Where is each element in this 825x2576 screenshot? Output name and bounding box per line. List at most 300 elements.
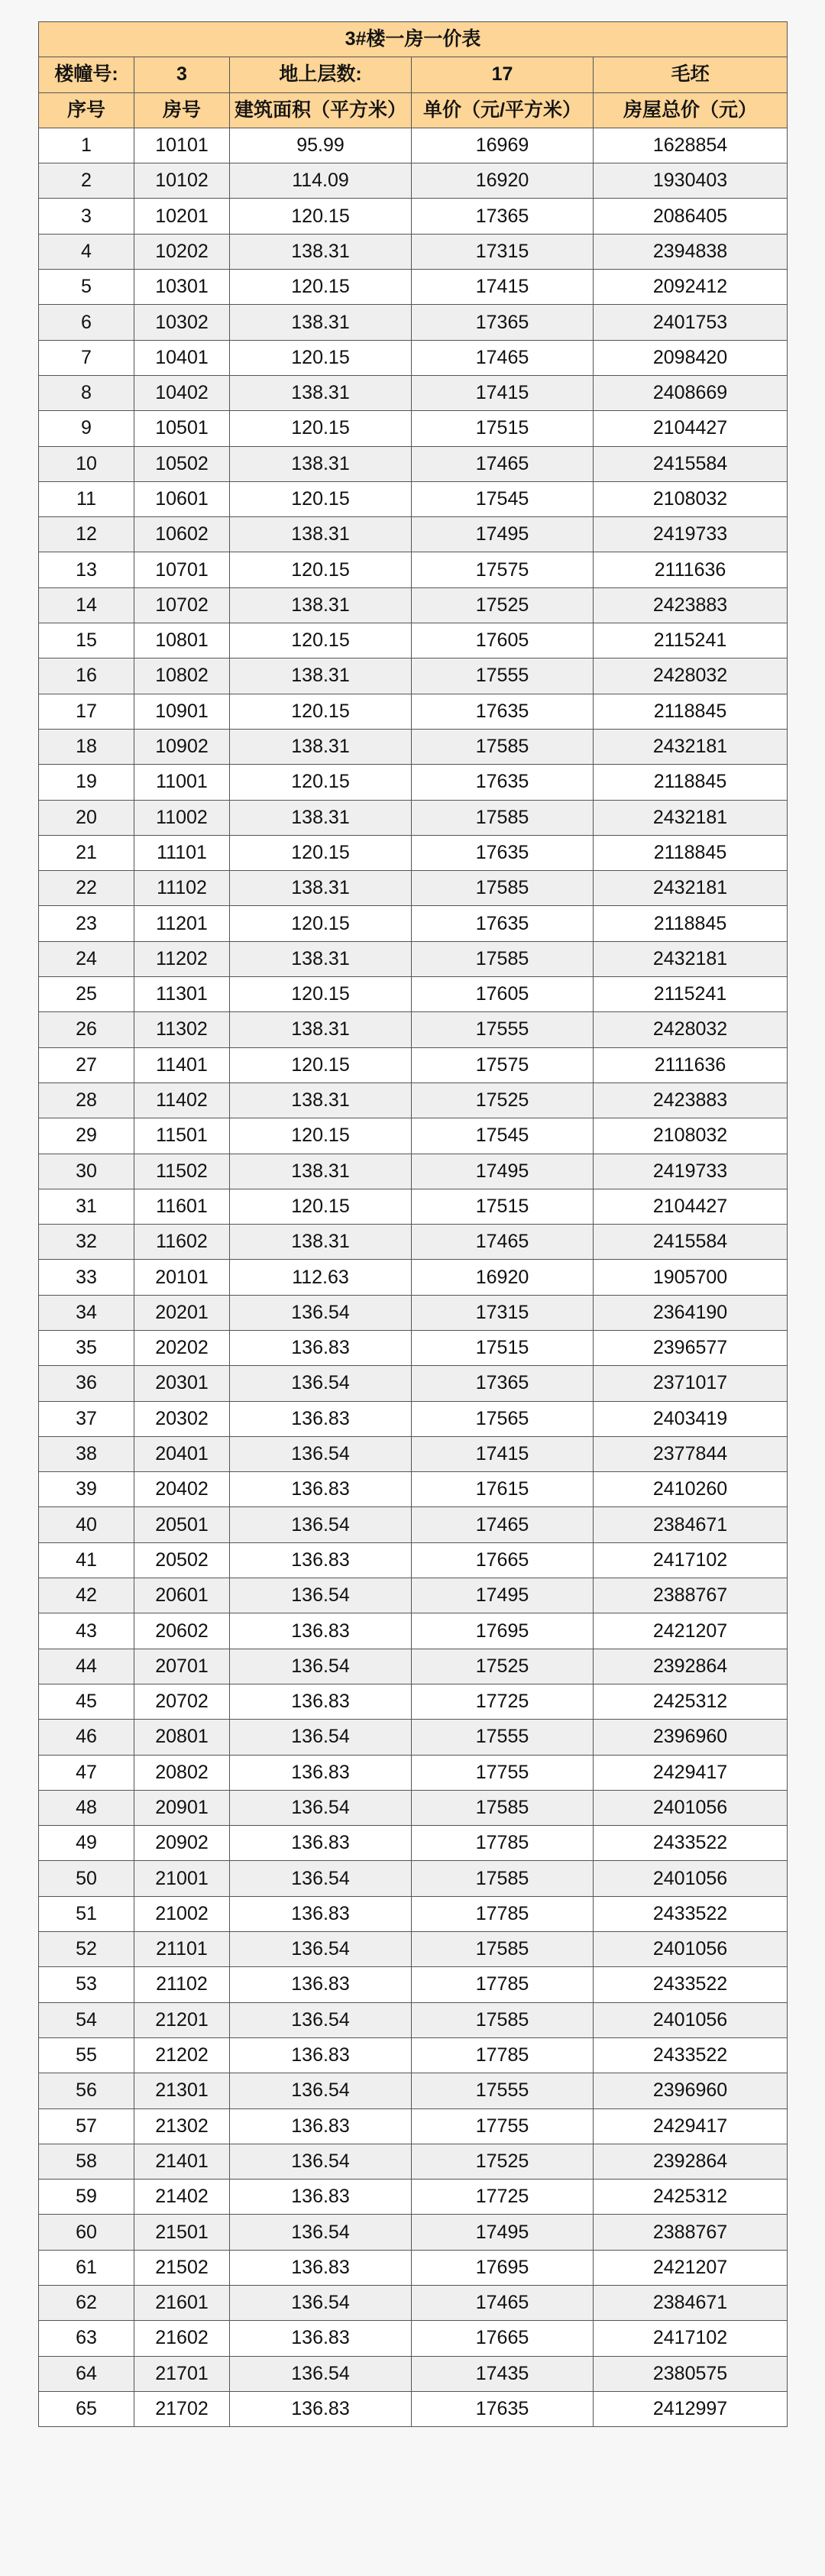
- table-row: [39, 2180, 788, 2215]
- room-number-cell: 10801: [134, 623, 230, 659]
- total-price-cell: 2432181: [594, 941, 788, 976]
- row-index-cell: 25: [39, 977, 134, 1012]
- total-price-cell: 2108032: [594, 481, 788, 516]
- table-row: [39, 2215, 788, 2250]
- unit-price-cell: 17525: [412, 587, 594, 623]
- unit-price-cell: 17615: [412, 1472, 594, 1507]
- unit-price-cell: 17785: [412, 1826, 594, 1861]
- unit-price-cell: 17465: [412, 340, 594, 375]
- row-index-cell: 37: [39, 1401, 134, 1436]
- room-number-cell: 11501: [134, 1118, 230, 1154]
- unit-price-cell: 17635: [412, 835, 594, 870]
- table-row: [39, 1896, 788, 1931]
- total-price-cell: 2415584: [594, 446, 788, 481]
- building-area-cell: 120.15: [230, 623, 412, 659]
- building-area-cell: 138.31: [230, 1154, 412, 1189]
- total-price-cell: 1905700: [594, 1260, 788, 1295]
- table-row: [39, 906, 788, 941]
- table-row: [39, 446, 788, 481]
- building-area-cell: 136.54: [230, 2002, 412, 2037]
- total-price-cell: 2421207: [594, 1613, 788, 1649]
- row-index-cell: 59: [39, 2180, 134, 2215]
- room-number-cell: 11302: [134, 1012, 230, 1047]
- row-index-cell: 23: [39, 906, 134, 941]
- total-price-cell: 2433522: [594, 2037, 788, 2073]
- table-row: [39, 2144, 788, 2179]
- building-area-cell: 136.83: [230, 2037, 412, 2073]
- building-area-cell: 136.83: [230, 1755, 412, 1790]
- room-number-cell: 10602: [134, 517, 230, 552]
- room-number-cell: 11401: [134, 1047, 230, 1083]
- unit-price-cell: 17515: [412, 1330, 594, 1365]
- row-index-cell: 46: [39, 1720, 134, 1755]
- building-area-cell: 136.83: [230, 1967, 412, 2002]
- room-number-cell: 20801: [134, 1720, 230, 1755]
- total-price-cell: 2364190: [594, 1295, 788, 1330]
- room-number-cell: 20601: [134, 1578, 230, 1613]
- total-price-cell: 2396577: [594, 1330, 788, 1365]
- table-row: [39, 481, 788, 516]
- table-row: [39, 375, 788, 410]
- table-row: [39, 1083, 788, 1118]
- unit-price-cell: 17465: [412, 2286, 594, 2321]
- total-price-cell: 2432181: [594, 871, 788, 906]
- building-area-cell: 120.15: [230, 270, 412, 305]
- table-body: [39, 128, 788, 2426]
- unit-price-cell: 17605: [412, 623, 594, 659]
- unit-price-cell: 17555: [412, 1720, 594, 1755]
- unit-price-cell: 17785: [412, 2037, 594, 2073]
- total-price-cell: 2428032: [594, 1012, 788, 1047]
- room-number-cell: 20602: [134, 1613, 230, 1649]
- unit-price-cell: 17495: [412, 1578, 594, 1613]
- building-area-cell: 138.31: [230, 375, 412, 410]
- row-index-cell: 6: [39, 305, 134, 340]
- row-index-cell: 39: [39, 1472, 134, 1507]
- building-area-cell: 136.83: [230, 1826, 412, 1861]
- building-area-cell: 136.54: [230, 1295, 412, 1330]
- table-row: [39, 765, 788, 800]
- table-row: [39, 1154, 788, 1189]
- table-row: [39, 977, 788, 1012]
- total-price-cell: 2098420: [594, 340, 788, 375]
- building-area-cell: 136.54: [230, 2144, 412, 2179]
- building-area-cell: 138.31: [230, 1012, 412, 1047]
- table-row: [39, 1507, 788, 1542]
- room-number-cell: 21002: [134, 1896, 230, 1931]
- row-index-cell: 16: [39, 659, 134, 694]
- total-price-cell: 2104427: [594, 1189, 788, 1224]
- room-number-cell: 20402: [134, 1472, 230, 1507]
- finish-status: 毛坯: [594, 57, 788, 92]
- unit-price-cell: 17585: [412, 941, 594, 976]
- total-price-cell: 1930403: [594, 163, 788, 199]
- row-index-cell: 42: [39, 1578, 134, 1613]
- unit-price-cell: 17635: [412, 2391, 594, 2426]
- table-row: [39, 1118, 788, 1154]
- building-area-cell: 136.54: [230, 1649, 412, 1684]
- row-index-cell: 43: [39, 1613, 134, 1649]
- total-price-cell: 2108032: [594, 1118, 788, 1154]
- room-number-cell: 20702: [134, 1684, 230, 1719]
- total-price-cell: 2432181: [594, 800, 788, 835]
- row-index-cell: 50: [39, 1861, 134, 1896]
- total-price-cell: 2394838: [594, 234, 788, 269]
- room-number-cell: 21101: [134, 1932, 230, 1967]
- row-index-cell: 22: [39, 871, 134, 906]
- row-index-cell: 26: [39, 1012, 134, 1047]
- room-number-cell: 20302: [134, 1401, 230, 1436]
- total-price-cell: 2429417: [594, 2108, 788, 2144]
- room-number-cell: 10901: [134, 694, 230, 729]
- row-index-cell: 63: [39, 2321, 134, 2356]
- unit-price-cell: 17465: [412, 446, 594, 481]
- room-number-cell: 21702: [134, 2391, 230, 2426]
- room-number-cell: 11602: [134, 1225, 230, 1260]
- building-area-cell: 120.15: [230, 199, 412, 234]
- room-number-cell: 20901: [134, 1790, 230, 1825]
- row-index-cell: 58: [39, 2144, 134, 2179]
- row-index-cell: 21: [39, 835, 134, 870]
- row-index-cell: 11: [39, 481, 134, 516]
- total-price-cell: 2401056: [594, 1790, 788, 1825]
- building-area-cell: 136.54: [230, 1932, 412, 1967]
- building-area-cell: 136.54: [230, 1366, 412, 1401]
- table-row: [39, 623, 788, 659]
- room-number-cell: 11301: [134, 977, 230, 1012]
- row-index-cell: 61: [39, 2250, 134, 2285]
- unit-price-cell: 17525: [412, 1649, 594, 1684]
- total-price-cell: 2115241: [594, 623, 788, 659]
- row-index-cell: 53: [39, 1967, 134, 2002]
- building-area-cell: 138.31: [230, 305, 412, 340]
- row-index-cell: 33: [39, 1260, 134, 1295]
- room-number-cell: 10502: [134, 446, 230, 481]
- total-price-cell: 2388767: [594, 2215, 788, 2250]
- row-index-cell: 60: [39, 2215, 134, 2250]
- table-title: 3#楼一房一价表: [39, 22, 788, 57]
- building-area-cell: 95.99: [230, 128, 412, 163]
- building-area-cell: 136.83: [230, 1542, 412, 1578]
- room-number-cell: 11102: [134, 871, 230, 906]
- room-number-cell: 11202: [134, 941, 230, 976]
- unit-price-cell: 17585: [412, 729, 594, 764]
- total-price-cell: 2433522: [594, 1967, 788, 2002]
- room-number-cell: 20101: [134, 1260, 230, 1295]
- building-area-cell: 138.31: [230, 871, 412, 906]
- building-area-cell: 136.54: [230, 1720, 412, 1755]
- column-header-row: [39, 92, 788, 128]
- total-price-cell: 2401056: [594, 1932, 788, 1967]
- room-number-cell: 21402: [134, 2180, 230, 2215]
- building-area-cell: 136.83: [230, 1401, 412, 1436]
- table-row: [39, 552, 788, 587]
- table-row: [39, 1649, 788, 1684]
- building-area-cell: 120.15: [230, 1047, 412, 1083]
- row-index-cell: 7: [39, 340, 134, 375]
- room-number-cell: 11402: [134, 1083, 230, 1118]
- room-number-cell: 21202: [134, 2037, 230, 2073]
- unit-price-cell: 17555: [412, 659, 594, 694]
- row-index-cell: 44: [39, 1649, 134, 1684]
- table-row: [39, 659, 788, 694]
- table-row: [39, 2321, 788, 2356]
- row-index-cell: 29: [39, 1118, 134, 1154]
- row-index-cell: 18: [39, 729, 134, 764]
- row-index-cell: 31: [39, 1189, 134, 1224]
- table-row: [39, 1436, 788, 1471]
- total-price-cell: 2111636: [594, 1047, 788, 1083]
- unit-price-cell: 17365: [412, 305, 594, 340]
- row-index-cell: 64: [39, 2356, 134, 2391]
- unit-price-cell: 17545: [412, 481, 594, 516]
- building-area-cell: 120.15: [230, 906, 412, 941]
- table-row: [39, 871, 788, 906]
- unit-price-cell: 17515: [412, 1189, 594, 1224]
- room-number-cell: 11502: [134, 1154, 230, 1189]
- table-row: [39, 1330, 788, 1365]
- unit-price-cell: 17495: [412, 517, 594, 552]
- unit-price-cell: 17635: [412, 906, 594, 941]
- room-number-cell: 20802: [134, 1755, 230, 1790]
- total-price-cell: 2118845: [594, 694, 788, 729]
- building-area-cell: 138.31: [230, 1225, 412, 1260]
- unit-price-cell: 17695: [412, 2250, 594, 2285]
- table-row: [39, 1826, 788, 1861]
- building-area-cell: 120.15: [230, 411, 412, 446]
- room-number-cell: 21301: [134, 2073, 230, 2108]
- building-area-cell: 138.31: [230, 941, 412, 976]
- room-number-cell: 10501: [134, 411, 230, 446]
- row-index-cell: 36: [39, 1366, 134, 1401]
- row-index-cell: 1: [39, 128, 134, 163]
- row-index-cell: 15: [39, 623, 134, 659]
- building-area-cell: 138.31: [230, 729, 412, 764]
- unit-price-cell: 17515: [412, 411, 594, 446]
- room-number-cell: 11101: [134, 835, 230, 870]
- row-index-cell: 55: [39, 2037, 134, 2073]
- table-row: [39, 128, 788, 163]
- total-price-cell: 2115241: [594, 977, 788, 1012]
- row-index-cell: 62: [39, 2286, 134, 2321]
- price-table-container: [38, 21, 787, 2427]
- room-number-cell: 10101: [134, 128, 230, 163]
- building-area-cell: 138.31: [230, 234, 412, 269]
- room-number-cell: 21602: [134, 2321, 230, 2356]
- building-area-cell: 120.15: [230, 481, 412, 516]
- room-number-cell: 20502: [134, 1542, 230, 1578]
- building-area-cell: 136.83: [230, 2391, 412, 2426]
- row-index-cell: 48: [39, 1790, 134, 1825]
- row-index-cell: 45: [39, 1684, 134, 1719]
- total-price-cell: 2425312: [594, 2180, 788, 2215]
- room-number-cell: 10702: [134, 587, 230, 623]
- total-price-cell: 2428032: [594, 659, 788, 694]
- table-row: [39, 1047, 788, 1083]
- unit-price-cell: 17415: [412, 270, 594, 305]
- unit-price-cell: 17725: [412, 1684, 594, 1719]
- total-price-cell: 2421207: [594, 2250, 788, 2285]
- total-price-cell: 2401753: [594, 305, 788, 340]
- table-row: [39, 1967, 788, 2002]
- row-index-cell: 8: [39, 375, 134, 410]
- building-area-cell: 120.15: [230, 552, 412, 587]
- table-row: [39, 1578, 788, 1613]
- unit-price-cell: 17495: [412, 2215, 594, 2250]
- total-price-cell: 2432181: [594, 729, 788, 764]
- total-price-cell: 2111636: [594, 552, 788, 587]
- table-row: [39, 2250, 788, 2285]
- room-number-cell: 21601: [134, 2286, 230, 2321]
- room-number-cell: 20201: [134, 1295, 230, 1330]
- table-row: [39, 1225, 788, 1260]
- total-price-cell: 2415584: [594, 1225, 788, 1260]
- room-number-cell: 21401: [134, 2144, 230, 2179]
- row-index-cell: 65: [39, 2391, 134, 2426]
- table-row: [39, 1260, 788, 1295]
- building-area-cell: 114.09: [230, 163, 412, 199]
- table-row: [39, 1472, 788, 1507]
- table-row: [39, 1295, 788, 1330]
- building-area-cell: 120.15: [230, 1118, 412, 1154]
- building-area-cell: 120.15: [230, 765, 412, 800]
- row-index-cell: 3: [39, 199, 134, 234]
- total-price-cell: 2396960: [594, 1720, 788, 1755]
- unit-price-cell: 17605: [412, 977, 594, 1012]
- room-number-cell: 21701: [134, 2356, 230, 2391]
- table-row: [39, 1790, 788, 1825]
- unit-price-cell: 17665: [412, 2321, 594, 2356]
- total-price-cell: 2410260: [594, 1472, 788, 1507]
- row-index-cell: 24: [39, 941, 134, 976]
- row-index-cell: 52: [39, 1932, 134, 1967]
- table-row: [39, 411, 788, 446]
- unit-price-cell: 17545: [412, 1118, 594, 1154]
- row-index-cell: 13: [39, 552, 134, 587]
- column-header: 单价（元/平方米）: [412, 92, 594, 128]
- room-number-cell: 20202: [134, 1330, 230, 1365]
- row-index-cell: 40: [39, 1507, 134, 1542]
- table-row: [39, 2002, 788, 2037]
- unit-price-cell: 17755: [412, 2108, 594, 2144]
- table-row: [39, 270, 788, 305]
- unit-price-cell: 16969: [412, 128, 594, 163]
- table-row: [39, 2037, 788, 2073]
- unit-price-cell: 17315: [412, 234, 594, 269]
- building-area-cell: 138.31: [230, 1083, 412, 1118]
- row-index-cell: 2: [39, 163, 134, 199]
- unit-price-cell: 17785: [412, 1896, 594, 1931]
- row-index-cell: 57: [39, 2108, 134, 2144]
- building-area-cell: 120.15: [230, 694, 412, 729]
- table-row: [39, 694, 788, 729]
- table-row: [39, 234, 788, 269]
- total-price-cell: 2412997: [594, 2391, 788, 2426]
- unit-price-cell: 17415: [412, 375, 594, 410]
- unit-price-cell: 16920: [412, 1260, 594, 1295]
- building-area-cell: 136.54: [230, 1436, 412, 1471]
- total-price-cell: 2380575: [594, 2356, 788, 2391]
- total-price-cell: 2396960: [594, 2073, 788, 2108]
- room-number-cell: 11001: [134, 765, 230, 800]
- building-area-cell: 136.83: [230, 2321, 412, 2356]
- building-area-cell: 138.31: [230, 587, 412, 623]
- row-index-cell: 38: [39, 1436, 134, 1471]
- table-row: [39, 1366, 788, 1401]
- row-index-cell: 19: [39, 765, 134, 800]
- row-index-cell: 47: [39, 1755, 134, 1790]
- building-area-cell: 138.31: [230, 517, 412, 552]
- total-price-cell: 2419733: [594, 1154, 788, 1189]
- row-index-cell: 41: [39, 1542, 134, 1578]
- unit-price-cell: 17785: [412, 1967, 594, 2002]
- row-index-cell: 14: [39, 587, 134, 623]
- building-area-cell: 136.83: [230, 1684, 412, 1719]
- row-index-cell: 27: [39, 1047, 134, 1083]
- title-row: [39, 22, 788, 57]
- unit-price-cell: 17585: [412, 1932, 594, 1967]
- building-area-cell: 136.83: [230, 2108, 412, 2144]
- room-number-cell: 10401: [134, 340, 230, 375]
- total-price-cell: 2392864: [594, 1649, 788, 1684]
- room-number-cell: 21102: [134, 1967, 230, 2002]
- building-area-cell: 138.31: [230, 446, 412, 481]
- row-index-cell: 56: [39, 2073, 134, 2108]
- building-area-cell: 136.54: [230, 2073, 412, 2108]
- row-index-cell: 34: [39, 1295, 134, 1330]
- table-row: [39, 517, 788, 552]
- table-row: [39, 163, 788, 199]
- total-price-cell: 2417102: [594, 1542, 788, 1578]
- unit-price-cell: 17575: [412, 552, 594, 587]
- row-index-cell: 9: [39, 411, 134, 446]
- total-price-cell: 2118845: [594, 765, 788, 800]
- unit-price-cell: 17585: [412, 2002, 594, 2037]
- table-row: [39, 1861, 788, 1896]
- table-row: [39, 587, 788, 623]
- building-area-cell: 136.83: [230, 1896, 412, 1931]
- table-row: [39, 835, 788, 870]
- total-price-cell: 2401056: [594, 1861, 788, 1896]
- unit-price-cell: 17635: [412, 765, 594, 800]
- room-number-cell: 10202: [134, 234, 230, 269]
- total-price-cell: 2384671: [594, 2286, 788, 2321]
- unit-price-cell: 17565: [412, 1401, 594, 1436]
- building-value: 3: [134, 57, 230, 92]
- floors-value: 17: [412, 57, 594, 92]
- building-area-cell: 136.83: [230, 1330, 412, 1365]
- table-row: [39, 2108, 788, 2144]
- column-header: 序号: [39, 92, 134, 128]
- unit-price-cell: 17555: [412, 2073, 594, 2108]
- unit-price-cell: 17435: [412, 2356, 594, 2391]
- total-price-cell: 2423883: [594, 1083, 788, 1118]
- room-number-cell: 10902: [134, 729, 230, 764]
- unit-price-cell: 17365: [412, 1366, 594, 1401]
- total-price-cell: 2417102: [594, 2321, 788, 2356]
- total-price-cell: 2401056: [594, 2002, 788, 2037]
- table-row: [39, 199, 788, 234]
- table-row: [39, 1932, 788, 1967]
- room-number-cell: 11601: [134, 1189, 230, 1224]
- room-number-cell: 20501: [134, 1507, 230, 1542]
- room-number-cell: 21001: [134, 1861, 230, 1896]
- row-index-cell: 30: [39, 1154, 134, 1189]
- unit-price-cell: 17465: [412, 1507, 594, 1542]
- unit-price-cell: 17725: [412, 2180, 594, 2215]
- unit-price-cell: 17585: [412, 1861, 594, 1896]
- total-price-cell: 2086405: [594, 199, 788, 234]
